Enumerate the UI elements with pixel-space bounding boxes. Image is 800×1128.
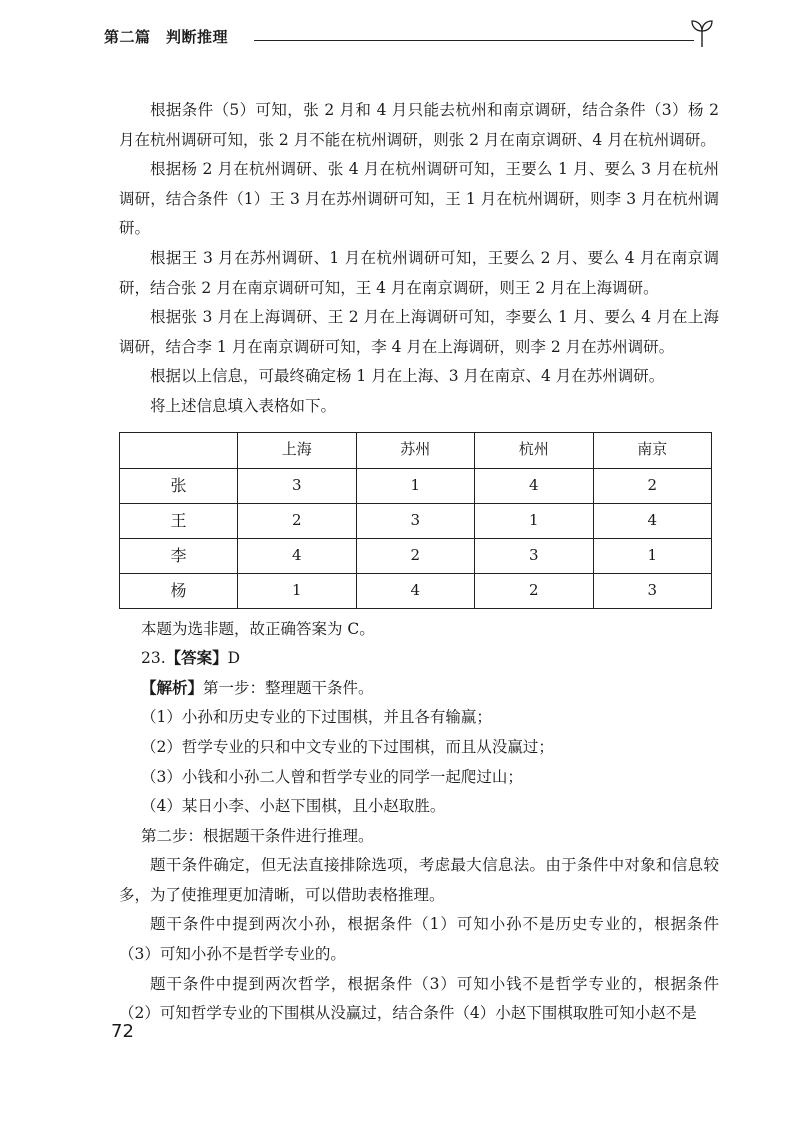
paragraph: 根据张 3 月在上海调研、王 2 月在上海调研可知，李要么 1 月、要么 4 月在上海调研，结合李 1 月在南京调研可知，李 4 月在上海调研，则李 2 月在苏州调研。 <box>119 308 719 356</box>
table-row <box>120 503 712 538</box>
table-cell: 4 <box>356 573 475 608</box>
table-cell: 1 <box>238 573 357 608</box>
answer-tag: 【答案】 <box>165 649 228 668</box>
table-cell: 3 <box>475 538 594 573</box>
conclusion: 本题为选非题，故正确答案为 C。 <box>141 619 375 638</box>
schedule-table <box>119 432 712 609</box>
table-cell: 4 <box>475 468 594 503</box>
table-cell: 4 <box>593 503 712 538</box>
section-title: 第二篇 判断推理 <box>104 28 229 46</box>
paragraph: 题干条件中提到两次哲学，根据条件（3）可知小钱不是哲学专业的，根据条件（2）可知哲学专业的下围棋从没赢过，结合条件（4）小赵下围棋取胜可知小赵不是 <box>119 974 719 1023</box>
condition-item: （4）某日小李、小赵下围棋，且小赵取胜。 <box>141 797 446 816</box>
paragraph: 将上述信息填入表格如下。 <box>150 396 337 415</box>
header-rule <box>254 40 694 41</box>
condition-item: （2）哲学专业的只和中文专业的下过围棋，而且从没赢过； <box>141 737 554 756</box>
row-header: 张 <box>120 468 238 503</box>
table-header-row <box>120 432 712 468</box>
table-cell: 3 <box>593 573 712 608</box>
sprout-icon <box>688 18 716 48</box>
row-header: 王 <box>120 503 238 538</box>
table-cell: 2 <box>593 468 712 503</box>
analysis-tag: 【解析】 <box>141 678 204 697</box>
analysis-line <box>119 674 719 704</box>
table-cell: 2 <box>475 573 594 608</box>
paragraph: 根据杨 2 月在杭州调研、张 4 月在杭州调研可知，王要么 1 月、要么 3 月在杭州调研，结合条件（1）王 3 月在苏州调研可知，王 1 月在杭州调研，则李 3 月在杭州调研。 <box>119 160 719 238</box>
table-cell: 2 <box>356 538 475 573</box>
table-cell: 1 <box>356 468 475 503</box>
table-cell: 3 <box>356 503 475 538</box>
row-header: 杨 <box>120 573 238 608</box>
column-header: 苏州 <box>356 432 475 468</box>
paragraph: 根据以上信息，可最终确定杨 1 月在上海、3 月在南京、4 月在苏州调研。 <box>150 367 665 386</box>
question-number: 23. <box>141 649 166 668</box>
table-corner-cell <box>120 432 238 468</box>
paragraph: 题干条件确定，但无法直接排除选项，考虑最大信息法。由于条件中对象和信息较多，为了使推理更加清晰，可以借助表格推理。 <box>119 856 719 904</box>
paragraph: 题干条件中提到两次小孙，根据条件（1）可知小孙不是历史专业的，根据条件（3）可知小孙不是哲学专业的。 <box>119 915 719 964</box>
table-row <box>120 573 712 608</box>
table-cell: 3 <box>238 468 357 503</box>
condition-item: （3）小钱和小孙二人曾和哲学专业的同学一起爬过山； <box>141 767 523 786</box>
running-header <box>104 26 716 52</box>
column-header: 杭州 <box>475 432 594 468</box>
page-number: 72 <box>111 1021 134 1042</box>
table-cell: 4 <box>238 538 357 573</box>
column-header: 南京 <box>593 432 712 468</box>
table-row <box>120 538 712 573</box>
answer-value: D <box>227 649 241 668</box>
condition-item: （1）小孙和历史专业的下过围棋，并且各有输赢； <box>141 708 492 727</box>
table-cell: 2 <box>238 503 357 538</box>
table-cell: 1 <box>593 538 712 573</box>
row-header: 李 <box>120 538 238 573</box>
table-row <box>120 468 712 503</box>
column-header: 上海 <box>238 432 357 468</box>
page-content <box>119 96 719 1029</box>
question-answer-line <box>119 644 719 674</box>
paragraph: 根据王 3 月在苏州调研、1 月在杭州调研可知，王要么 2 月、要么 4 月在南京调研，结合张 2 月在南京调研可知，王 4 月在南京调研，则王 2 月在上海调研。 <box>119 248 719 297</box>
paragraph: 根据条件（5）可知，张 2 月和 4 月只能去杭州和南京调研，结合条件（3）杨 2 月在杭州调研可知，张 2 月不能在杭州调研，则张 2 月在南京调研、4 月在杭州调研。 <box>119 101 719 149</box>
analysis-intro: 第一步：整理题干条件。 <box>203 678 374 697</box>
table-cell: 1 <box>475 503 594 538</box>
step-heading: 第二步：根据题干条件进行推理。 <box>141 826 374 845</box>
